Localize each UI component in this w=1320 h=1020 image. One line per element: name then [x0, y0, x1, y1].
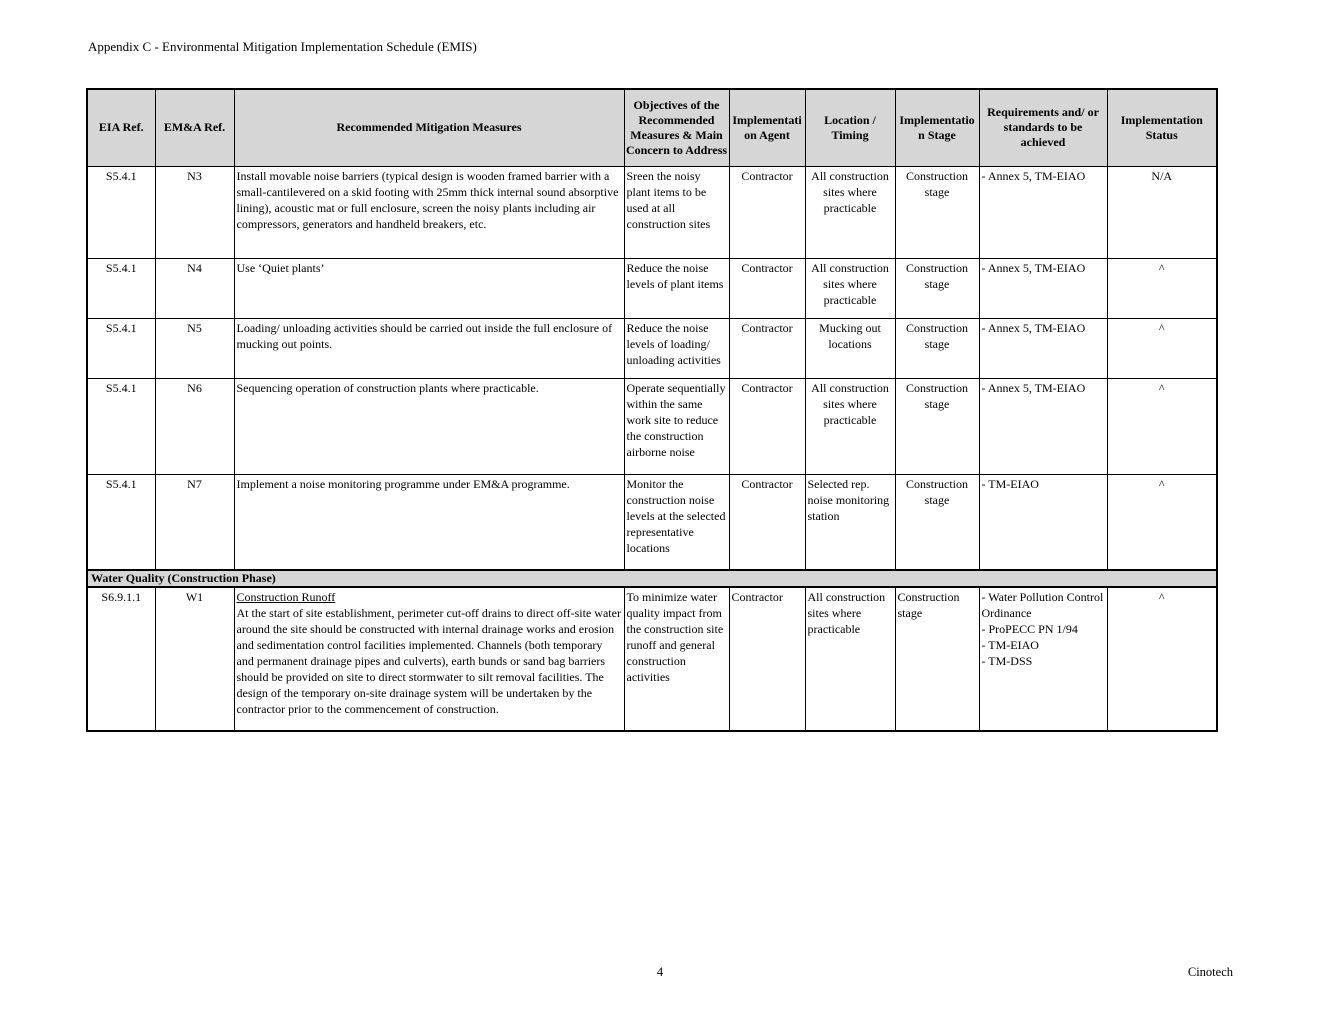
cell-status: ^: [1107, 318, 1217, 378]
cell-objective: To minimize water quality impact from the construction site runoff and general construction activities: [624, 587, 729, 731]
col-header-agent: Implementation Agent: [729, 89, 805, 166]
col-header-eia-ref: EIA Ref.: [87, 89, 155, 166]
col-header-measures: Recommended Mitigation Measures: [234, 89, 624, 166]
cell-agent: Contractor: [729, 318, 805, 378]
cell-status: N/A: [1107, 166, 1217, 258]
table-row: [87, 258, 1217, 318]
table-row: [87, 587, 1217, 731]
cell-ema-ref: N7: [155, 474, 234, 570]
cell-stage: Construction stage: [895, 258, 979, 318]
page-title: Appendix C - Environmental Mitigation Implementation Schedule (EMIS): [88, 39, 477, 54]
cell-requirements: - Annex 5, TM-EIAO: [979, 258, 1107, 318]
col-header-ema-ref: EM&A Ref.: [155, 89, 234, 166]
cell-location: Mucking out locations: [805, 318, 895, 378]
emis-schedule-table: [86, 88, 1218, 732]
table-row: [87, 166, 1217, 258]
footer-company-name: Cinotech: [1187, 965, 1233, 979]
measure-title: Construction Runoff: [236, 590, 336, 604]
cell-eia-ref: S5.4.1: [87, 318, 155, 378]
cell-requirements: - TM-EIAO: [979, 474, 1107, 570]
cell-agent: Contractor: [729, 587, 805, 731]
section-header-row: [87, 570, 1217, 587]
requirement-line: - ProPECC PN 1/94: [981, 622, 1078, 636]
cell-eia-ref: S6.9.1.1: [87, 587, 155, 731]
cell-status: ^: [1107, 587, 1217, 731]
cell-requirements: - Annex 5, TM-EIAO: [979, 378, 1107, 474]
cell-measure: [234, 587, 624, 731]
col-header-location-timing: Location / Timing: [805, 89, 895, 166]
cell-agent: Contractor: [729, 474, 805, 570]
cell-ema-ref: N6: [155, 378, 234, 474]
cell-status: ^: [1107, 258, 1217, 318]
cell-requirements: - Annex 5, TM-EIAO: [979, 166, 1107, 258]
requirement-line: - TM-DSS: [981, 654, 1033, 668]
cell-location: All construction sites where practicable: [805, 166, 895, 258]
page-number: 4: [656, 965, 664, 979]
cell-eia-ref: S5.4.1: [87, 378, 155, 474]
section-header-label: Water Quality (Construction Phase): [87, 570, 1217, 587]
cell-location: All construction sites where practicable: [805, 258, 895, 318]
cell-agent: Contractor: [729, 378, 805, 474]
cell-eia-ref: S5.4.1: [87, 166, 155, 258]
cell-status: ^: [1107, 378, 1217, 474]
cell-stage: Construction stage: [895, 166, 979, 258]
table-header-row: [87, 89, 1217, 166]
cell-requirements: [979, 587, 1107, 731]
cell-objective: Operate sequentially within the same work site to reduce the construction airborne noise: [624, 378, 729, 474]
cell-measure: Implement a noise monitoring programme under EM&A programme.: [234, 474, 624, 570]
cell-eia-ref: S5.4.1: [87, 474, 155, 570]
cell-stage: Construction stage: [895, 378, 979, 474]
cell-measure: Loading/ unloading activities should be carried out inside the full enclosure of mucking out points.: [234, 318, 624, 378]
col-header-stage: Implementation Stage: [895, 89, 979, 166]
requirement-line: - TM-EIAO: [981, 638, 1039, 652]
table-row: [87, 474, 1217, 570]
col-header-requirements: Requirements and/ or standards to be achieved: [979, 89, 1107, 166]
cell-status: ^: [1107, 474, 1217, 570]
cell-measure: Use ‘Quiet plants’: [234, 258, 624, 318]
cell-objective: Reduce the noise levels of loading/ unloading activities: [624, 318, 729, 378]
cell-objective: Sreen the noisy plant items to be used at all construction sites: [624, 166, 729, 258]
cell-ema-ref: N5: [155, 318, 234, 378]
cell-agent: Contractor: [729, 166, 805, 258]
cell-stage: Construction stage: [895, 318, 979, 378]
cell-ema-ref: N4: [155, 258, 234, 318]
col-header-objectives: Objectives of the Recommended Measures & Main Concern to Address: [624, 89, 729, 166]
cell-stage: Construction stage: [895, 587, 979, 731]
cell-requirements: - Annex 5, TM-EIAO: [979, 318, 1107, 378]
col-header-status: Implementation Status: [1107, 89, 1217, 166]
table-row: [87, 378, 1217, 474]
cell-objective: Reduce the noise levels of plant items: [624, 258, 729, 318]
table-row: [87, 318, 1217, 378]
cell-location: All construction sites where practicable: [805, 378, 895, 474]
requirement-line: - Water Pollution Control Ordinance: [981, 590, 1104, 620]
cell-location: All construction sites where practicable: [805, 587, 895, 731]
cell-eia-ref: S5.4.1: [87, 258, 155, 318]
cell-objective: Monitor the construction noise levels at the selected representative locations: [624, 474, 729, 570]
cell-measure: Sequencing operation of construction plants where practicable.: [234, 378, 624, 474]
cell-ema-ref: N3: [155, 166, 234, 258]
cell-agent: Contractor: [729, 258, 805, 318]
cell-ema-ref: W1: [155, 587, 234, 731]
cell-stage: Construction stage: [895, 474, 979, 570]
cell-measure: Install movable noise barriers (typical design is wooden framed barrier with a small-cantilevered on a skid footing with 25mm thick internal sound absorptive lining), acoustic mat or full enclosure, screen the noisy plants including air compressors, generators and handheld breakers, etc.: [234, 166, 624, 258]
cell-location: Selected rep. noise monitoring station: [805, 474, 895, 570]
measure-body: At the start of site establishment, perimeter cut-off drains to direct off-site water around the site should be constructed with internal drainage works and erosion and sedimentation control facilities implemented. Channels (both temporary and permanent drainage pipes and culverts), earth bunds or sand bag barriers should be provided on site to direct stormwater to silt removal facilities. The design of the temporary on-site drainage system will be undertaken by the contractor prior to the commencement of construction.: [236, 606, 621, 716]
